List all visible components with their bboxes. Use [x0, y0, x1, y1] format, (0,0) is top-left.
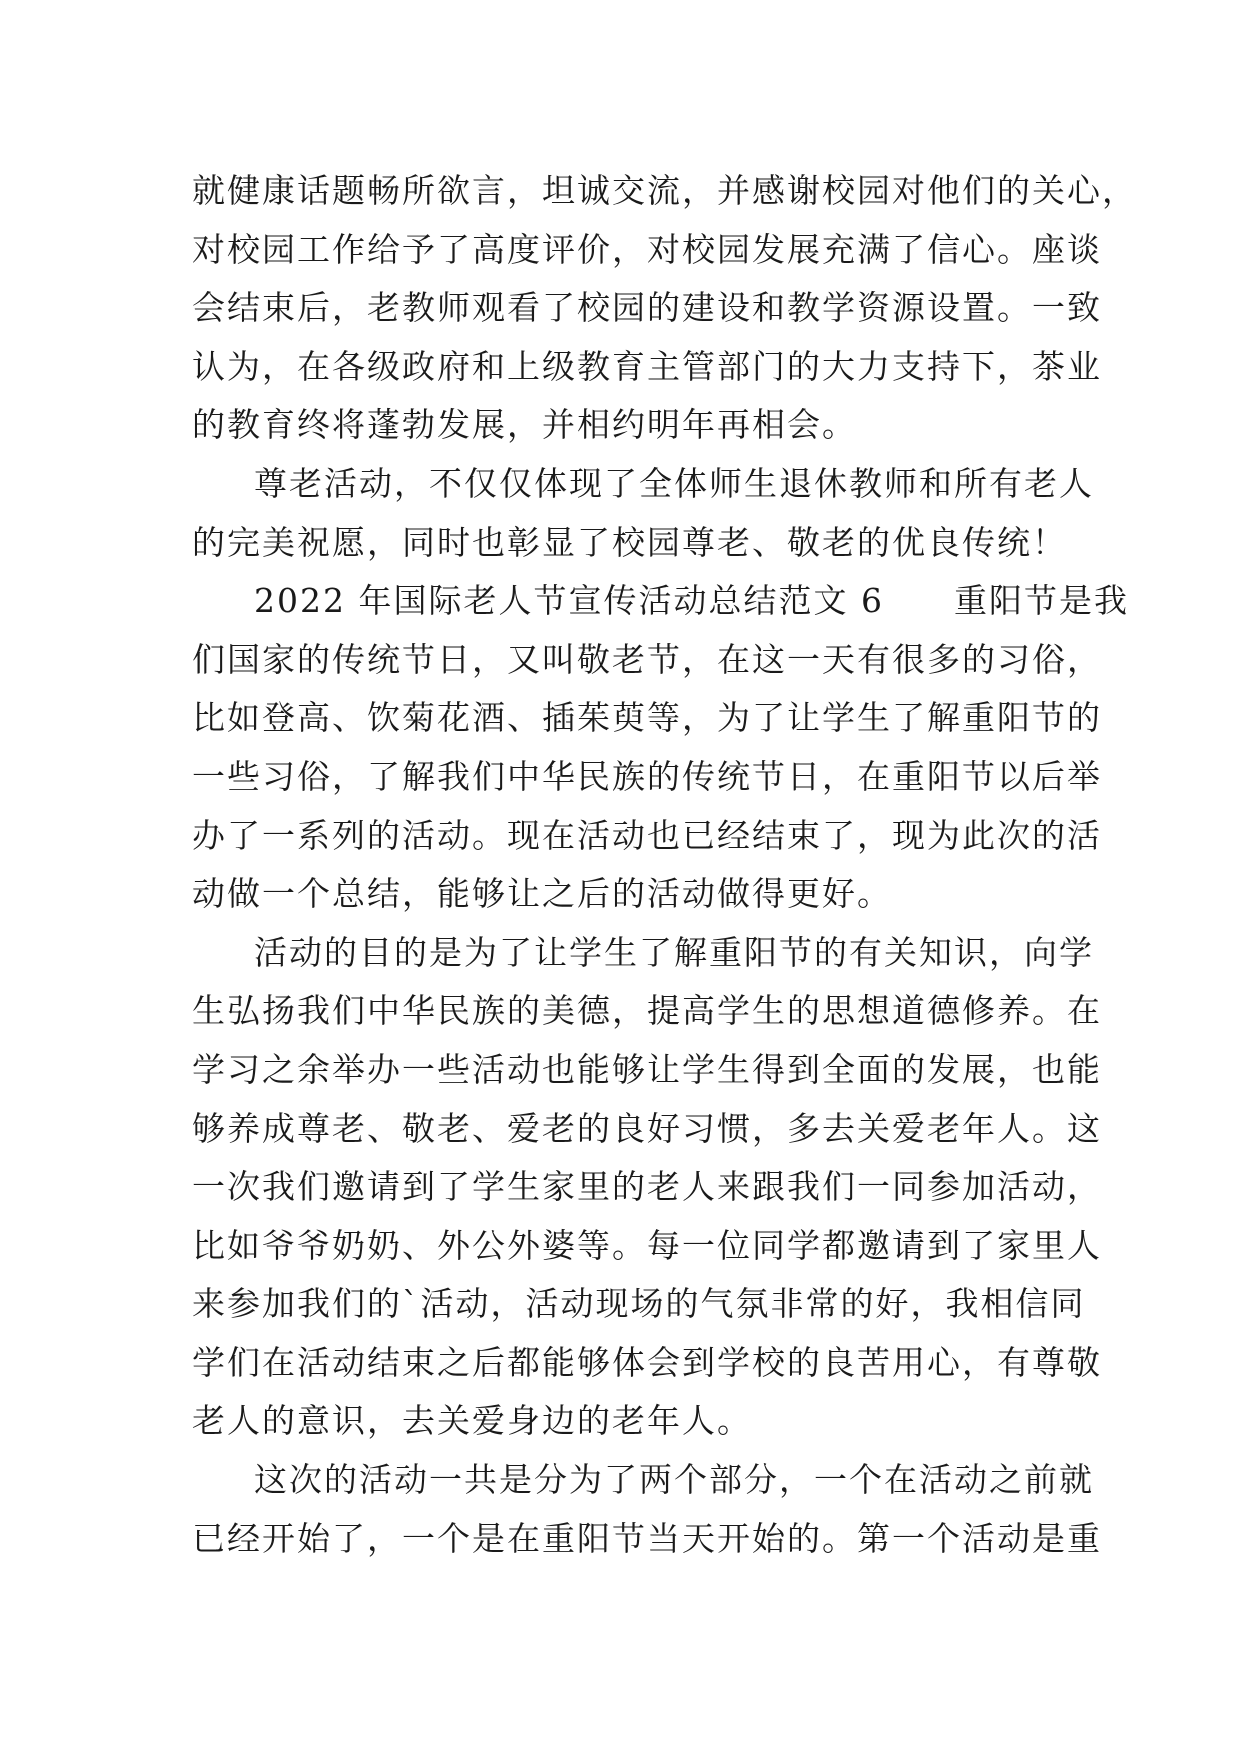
text-line: 办了一系列的活动。现在活动也已经结束了，现为此次的活: [192, 815, 1102, 855]
text-line: 生弘扬我们中华民族的美德，提高学生的思想道德修养。在: [192, 991, 1102, 1031]
text-line: 就健康话题畅所欲言，坦诚交流，并感谢校园对他们的关心，: [192, 171, 1137, 210]
text-line: 的完美祝愿，同时也彰显了校园尊老、敬老的优良传统！: [192, 522, 1067, 562]
text-line: 动做一个总结，能够让之后的活动做得更好。: [192, 874, 892, 914]
paragraph-first-line: 这次的活动一共是分为了两个部分，一个在活动之前就: [254, 1460, 1094, 1500]
text-line: 学习之余举办一些活动也能够让学生得到全面的发展，也能: [192, 1049, 1102, 1089]
text-line: 够养成尊老、敬老、爱老的良好习惯，多去关爱老年人。这: [192, 1108, 1102, 1148]
text-line: 会结束后，老教师观看了校园的建设和教学资源设置。一致: [192, 288, 1102, 328]
text-line: 的教育终将蓬勃发展，并相约明年再相会。: [192, 405, 857, 445]
text-line: 来参加我们的`活动，活动现场的气氛非常的好，我相信同: [192, 1284, 1086, 1324]
body-text: [192, 162, 1137, 1568]
text-line: 已经开始了，一个是在重阳节当天开始的。第一个活动是重: [192, 1518, 1102, 1558]
text-line: 学们在活动结束之后都能够体会到学校的良苦用心，有尊敬: [192, 1342, 1102, 1382]
text-line: 一些习俗，了解我们中华民族的传统节日，在重阳节以后举: [192, 756, 1102, 796]
text-line: 对校园工作给予了高度评价，对校园发展充满了信心。座谈: [192, 229, 1102, 269]
paragraph-first-line: 2022 年国际老人节宣传活动总结范文 6 重阳节是我: [254, 581, 1129, 621]
text-line: 认为，在各级政府和上级教育主管部门的大力支持下，茶业: [192, 346, 1102, 386]
text-line: 们国家的传统节日，又叫敬老节，在这一天有很多的习俗，: [192, 639, 1102, 679]
text-line: 比如爷爷奶奶、外公外婆等。每一位同学都邀请到了家里人: [192, 1225, 1102, 1265]
paragraph-first-line: 活动的目的是为了让学生了解重阳节的有关知识，向学: [254, 932, 1094, 972]
text-line: 比如登高、饮菊花酒、插茱萸等，为了让学生了解重阳节的: [192, 698, 1102, 738]
paragraph-first-line: 尊老活动，不仅仅体现了全体师生退休教师和所有老人: [254, 463, 1094, 503]
text-line: 老人的意识，去关爱身边的老年人。: [192, 1401, 752, 1441]
text-line: 一次我们邀请到了学生家里的老人来跟我们一同参加活动，: [192, 1167, 1102, 1207]
